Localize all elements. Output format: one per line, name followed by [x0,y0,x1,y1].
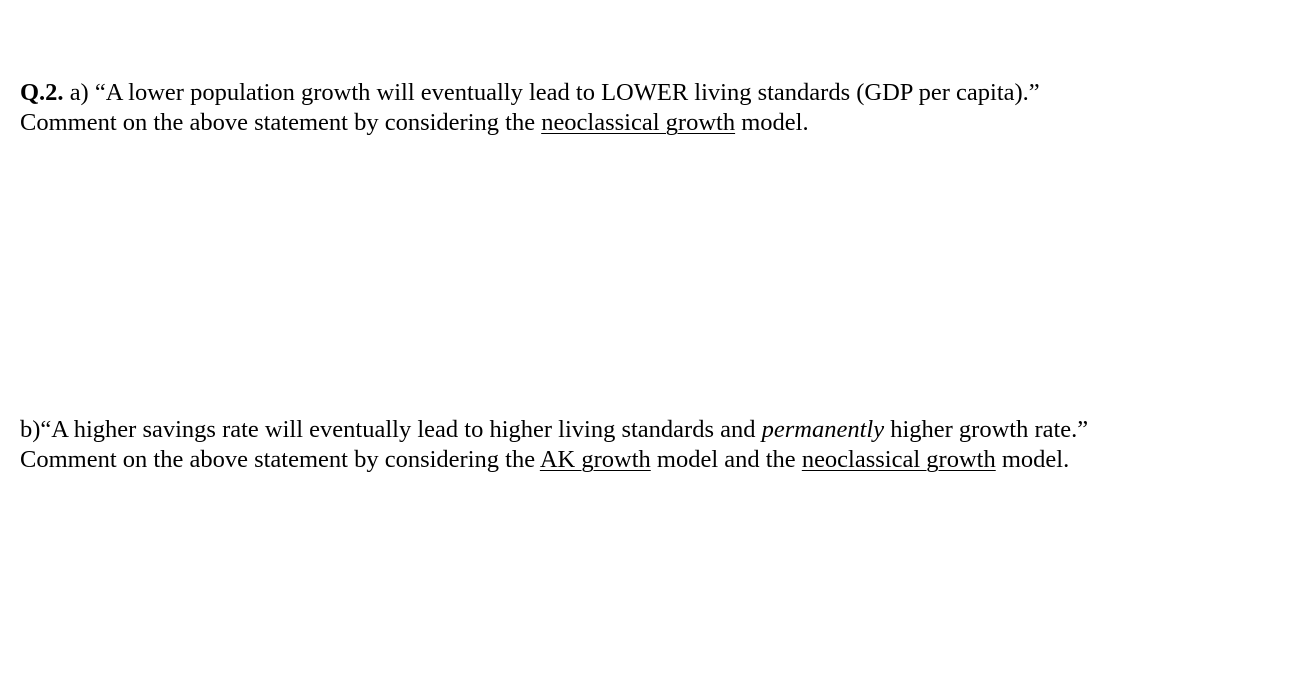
question-2a-statement [20,78,1040,108]
ak-growth-term: AK growth [539,446,651,473]
instruction-text: Comment on the above statement by considering the [20,446,540,473]
question-2b-statement [20,415,1088,445]
instruction-end: model. [995,446,1070,473]
neoclassical-growth-term: neoclassical growth [801,446,996,473]
neoclassical-growth-term: neoclassical growth [541,109,736,136]
question-2b [20,415,1088,475]
question-2a [20,78,1040,138]
question-2b-quote-start: b)“A higher savings rate will eventually lead to higher living standards and [20,416,762,443]
instruction-text: Comment on the above statement by considering the [20,109,542,136]
question-2a-quote: a) “A lower population growth will eventually lead to LOWER living standards (GDP per capita).” [63,79,1040,106]
question-number: Q.2. [20,79,64,106]
instruction-middle: model and the [650,446,802,473]
instruction-end: model. [735,109,809,136]
permanently-emphasis: permanently [761,416,885,443]
question-2b-instruction [20,445,1088,475]
question-2b-quote-end: higher growth rate.” [884,416,1089,443]
question-2a-instruction [20,108,1040,138]
